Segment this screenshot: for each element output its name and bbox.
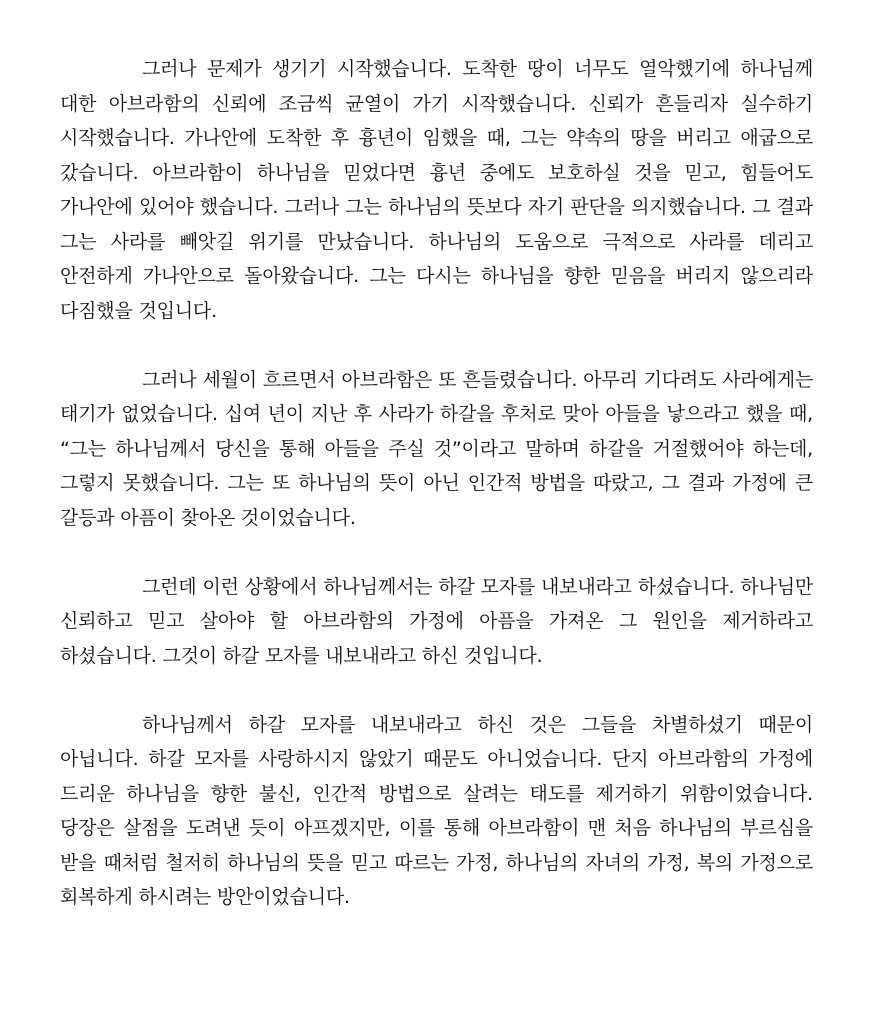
paragraph-4: 하나님께서 하갈 모자를 내보내라고 하신 것은 그들을 차별하셨기 때문이 아닙니다. 하갈 모자를 사랑하시지 않았기 때문도 아니었습니다. 단지 아브라함의 가정에 드리운 하나님을 향한 불신, 인간적 방법으로 살려는 태도를 제거하기 위함이었습니다. 당장은 살점을 도려낸 듯이 아프겠지만, 이를 통해 아브라함이 맨 처음 하나님의 부르심을 받을 때처럼 철저히 하나님의 뜻을 믿고 따르는 가정, 하나님의 자녀의 가정, 복의 가정으로 회복하게 하시려는 방안이었습니다. — [60, 713, 813, 908]
paragraph-1: 그러나 문제가 생기기 시작했습니다. 도착한 땅이 너무도 열악했기에 하나님께 대한 아브라함의 신뢰에 조금씩 균열이 가기 시작했습니다. 신뢰가 흔들리자 실수하기 시작했습니다. 가나안에 도착한 후 흉년이 임했을 때, 그는 약속의 땅을 버리고 애굽으로 갔습니다. 아브라함이 하나님을 믿었다면 흉년 중에도 보호하실 것을 믿고, 힘들어도 가나안에 있어야 했습니다. 그러나 그는 하나님의 뜻보다 자기 판단을 의지했습니다. 그 결과 그는 사라를 빼앗길 위기를 만났습니다. 하나님의 도움으로 극적으로 사라를 데리고 안전하게 가나안으로 돌아왔습니다. 그는 다시는 하나님을 향한 믿음을 버리지 않으리라 다짐했을 것입니다. — [60, 58, 813, 322]
document-body — [60, 52, 813, 915]
paragraph-3: 그런데 이런 상황에서 하나님께서는 하갈 모자를 내보내라고 하셨습니다. 하나님만 신뢰하고 믿고 살아야 할 아브라함의 가정에 아픔을 가져온 그 원인을 제거하라고 하셨습니다. 그것이 하갈 모자를 내보내라고 하신 것입니다. — [60, 575, 813, 667]
paragraph-2: 그러나 세월이 흐르면서 아브라함은 또 흔들렸습니다. 아무리 기다려도 사라에게는 태기가 없었습니다. 십여 년이 지난 후 사라가 하갈을 후처로 맞아 아들을 낳으라고 했을 때, “그는 하나님께서 당신을 통해 아들을 주실 것”이라고 말하며 하갈을 거절했어야 하는데, 그렇지 못했습니다. 그는 또 하나님의 뜻이 아닌 인간적 방법을 따랐고, 그 결과 가정에 큰 갈등과 아픔이 찾아온 것이었습니다. — [60, 368, 813, 529]
